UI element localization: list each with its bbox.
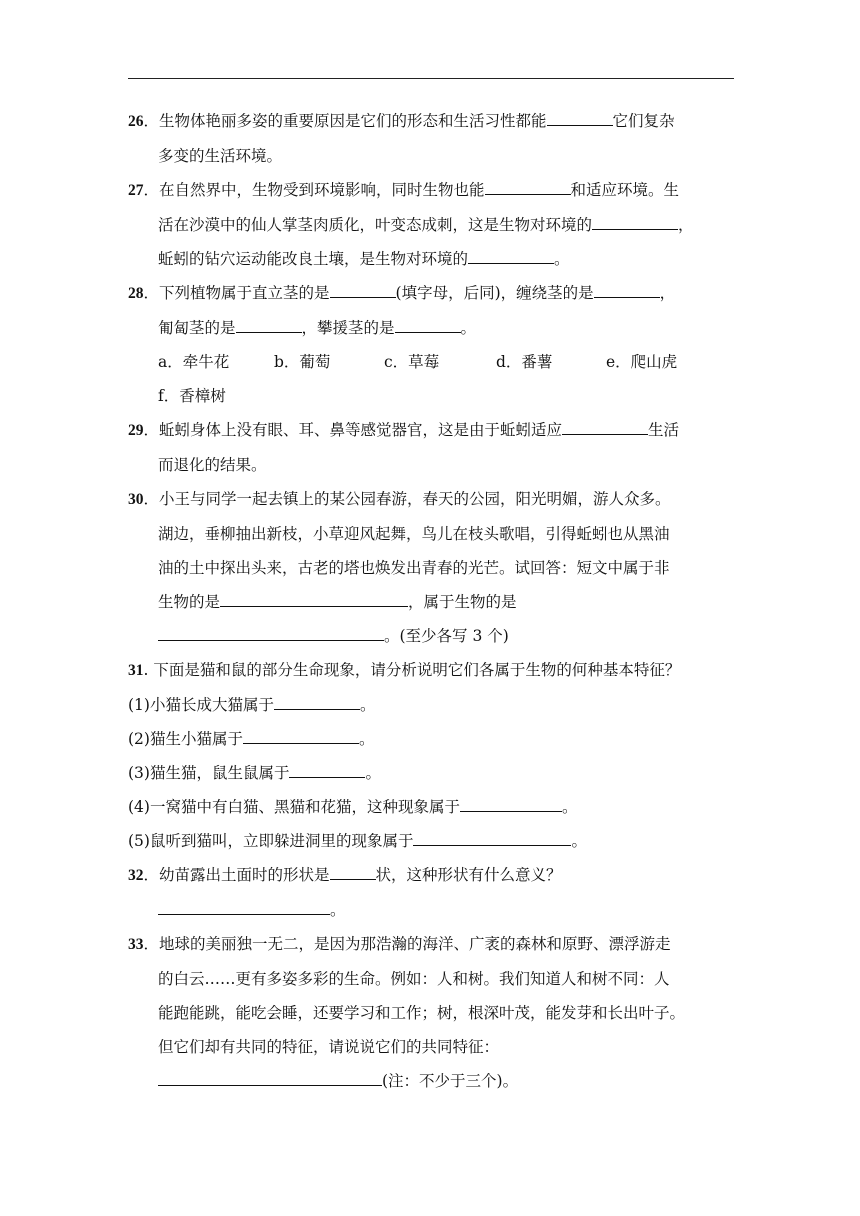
q27-text-3b: 。	[554, 250, 570, 268]
q28-text-2c: 。	[460, 319, 477, 337]
q28-line-2	[128, 311, 738, 345]
q30-number: 30	[128, 491, 144, 508]
q31-number: 31	[128, 662, 144, 679]
q30-blank-2[interactable]	[158, 639, 384, 641]
q30-text-1: ．小王与同学一起去镇上的某公园春游，春天的公园，阳光明媚，游人众多。	[143, 490, 671, 508]
q31-blank-1[interactable]	[274, 708, 360, 710]
q30-line-3: 油的土中探出头来，古老的塔也焕发出青春的光芒。试回答：短文中属于非	[158, 559, 670, 577]
q27-line-1	[128, 173, 738, 208]
q32-blank-2[interactable]	[158, 913, 330, 915]
q31-item-3-text: (3)猫生猫，鼠生鼠属于	[128, 764, 290, 782]
q33-line-4: 但它们却有共同的特征，请说说它们的共同特征：	[158, 1038, 500, 1056]
q31-item-5-text: (5)鼠听到猫叫，立即躲进洞里的现象属于	[128, 832, 414, 850]
q31-item-4-end: 。	[561, 798, 578, 816]
q27-text-2b: ，	[678, 216, 694, 234]
question-32	[128, 858, 738, 927]
q26-blank-1[interactable]	[547, 124, 613, 126]
q32-line-2	[128, 893, 738, 927]
q31-item-1-text: (1)小猫长成大猫属于	[128, 696, 274, 714]
q31-item-2	[128, 722, 738, 756]
q32-line-1	[128, 858, 738, 893]
q28-blank-1[interactable]	[330, 296, 396, 298]
q28-text-2a: 匍匐茎的是	[158, 319, 236, 337]
q32-text-1a: ．幼苗露出土面时的形状是	[143, 866, 330, 884]
header-rule	[128, 78, 734, 79]
question-list	[128, 104, 738, 1098]
q28-blank-3[interactable]	[236, 331, 302, 333]
q31-item-2-text: (2)猫生小猫属于	[128, 730, 243, 748]
q27-number: 27	[128, 182, 144, 199]
q31-title-line	[128, 653, 738, 688]
q33-text-1: ．地球的美丽独一无二，是因为那浩瀚的海洋、广袤的森林和原野、漂浮游走	[143, 935, 671, 953]
question-26	[128, 104, 738, 173]
question-27	[128, 173, 738, 276]
q32-text-1b: 状，这种形状有什么意义？	[375, 866, 562, 884]
q33-blank-1[interactable]	[158, 1084, 382, 1086]
q28-text-1a: ．下列植物属于直立茎的是	[143, 284, 330, 302]
q27-blank-2[interactable]	[592, 228, 678, 230]
q33-line-5	[128, 1064, 738, 1098]
q31-item-1-end: 。	[359, 696, 376, 714]
q31-item-2-end: 。	[358, 730, 375, 748]
q31-item-1	[128, 688, 738, 722]
q31-item-5	[128, 824, 738, 858]
q31-item-3-end: 。	[365, 764, 381, 782]
q30-blank-1[interactable]	[220, 605, 408, 607]
q31-item-5-end: 。	[571, 832, 587, 850]
q26-line-2: 多变的生活环境。	[158, 147, 283, 165]
q28-number: 28	[128, 285, 144, 302]
q29-number: 29	[128, 422, 144, 439]
q30-line-5	[128, 619, 738, 653]
q28-blank-2[interactable]	[594, 296, 660, 298]
q33-line-2: 的白云……更有多姿多彩的生命。例如：人和树。我们知道人和树不同：人	[158, 970, 670, 988]
q28-text-1c: ，	[659, 284, 676, 302]
q30-line-1	[128, 482, 738, 517]
q26-line-1	[128, 104, 738, 139]
q28-options	[128, 345, 738, 379]
q31-blank-5[interactable]	[413, 844, 571, 846]
q29-text-1a: ．蚯蚓身体上没有眼、耳、鼻等感觉器官，这是由于蚯蚓适应	[143, 421, 563, 439]
q28-text-1b: (填字母，后同)，缠绕茎的是	[395, 284, 594, 302]
q27-text-1b: 和适应环境。生	[570, 181, 680, 199]
question-30	[128, 482, 738, 653]
q31-item-4-text: (4)一窝猫中有白猫、黑猫和花猫，这种现象属于	[128, 798, 460, 816]
q27-text-2a: 活在沙漠中的仙人掌茎肉质化，叶变态成刺，这是生物对环境的	[158, 216, 593, 234]
q28-line-1	[128, 276, 738, 311]
q29-blank-1[interactable]	[562, 433, 648, 435]
q30-line-4	[128, 585, 738, 619]
q28-blank-4[interactable]	[395, 331, 461, 333]
q30-line-2: 湖边，垂柳抽出新枝，小草迎风起舞，鸟儿在枝头歌唱，引得蚯蚓也从黑油	[158, 525, 670, 543]
q28-option-e: e．爬山虎	[606, 353, 678, 371]
question-28	[128, 276, 738, 413]
q28-text-2b: ，攀援茎的是	[301, 319, 395, 337]
q27-blank-3[interactable]	[468, 262, 554, 264]
q31-title: . 下面是猫和鼠的部分生命现象，请分析说明它们各属于生物的何种基本特征？	[143, 661, 681, 679]
q31-blank-4[interactable]	[460, 810, 562, 812]
q28-option-a: a．牵牛花	[158, 353, 230, 371]
q33-text-5: (注：不少于三个)。	[382, 1072, 519, 1090]
q26-number: 26	[128, 113, 144, 130]
q28-option-f: f．香樟树	[158, 387, 226, 405]
q28-option-c: c．草莓	[384, 353, 440, 371]
q30-text-4b: ，属于生物的是	[408, 593, 517, 611]
q31-item-4	[128, 790, 738, 824]
q30-text-4a: 生物的是	[158, 593, 221, 611]
q30-text-5: 。(至少各写 3 个)	[384, 627, 509, 645]
q26-text-1b: 它们复杂	[612, 112, 675, 130]
q29-line-2: 而退化的结果。	[158, 456, 267, 474]
q28-option-b: b．葡萄	[274, 353, 331, 371]
q32-number: 32	[128, 867, 144, 884]
q32-text-2: 。	[330, 901, 346, 919]
q33-line-1	[128, 927, 738, 962]
q29-text-1b: 生活	[648, 421, 680, 439]
q33-line-3: 能跑能跳，能吃会睡，还要学习和工作；树，根深叶茂，能发芽和长出叶子。	[158, 1004, 686, 1022]
question-31	[128, 653, 738, 858]
q27-line-3	[128, 242, 738, 276]
q31-item-3	[128, 756, 738, 790]
q31-blank-2[interactable]	[243, 742, 359, 744]
q32-blank-1[interactable]	[330, 878, 376, 880]
q26-text-1a: ．生物体艳丽多姿的重要原因是它们的形态和生活习性都能	[143, 112, 547, 130]
q27-line-2	[128, 208, 738, 242]
question-29	[128, 413, 738, 482]
question-33	[128, 927, 738, 1098]
q27-blank-1[interactable]	[485, 193, 571, 195]
q27-text-1a: ．在自然界中，生物受到环境影响，同时生物也能	[143, 181, 485, 199]
q29-line-1	[128, 413, 738, 448]
q27-text-3a: 蚯蚓的钻穴运动能改良土壤，是生物对环境的	[158, 250, 469, 268]
q33-number: 33	[128, 936, 144, 953]
q28-option-d: d．番薯	[496, 353, 553, 371]
q31-blank-3[interactable]	[289, 776, 365, 778]
